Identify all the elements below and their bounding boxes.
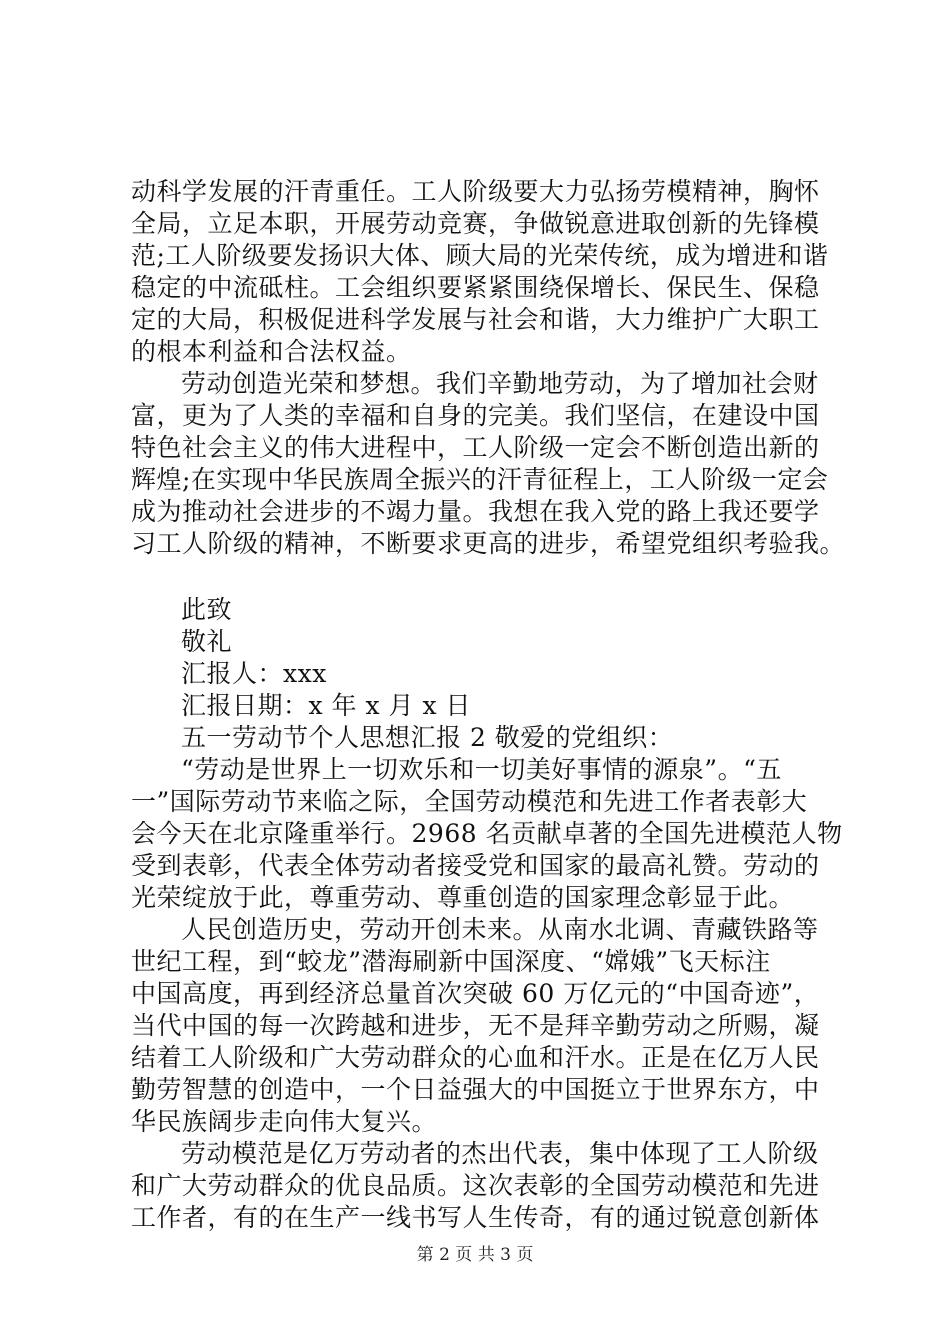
salutation-line: 敬礼 — [181, 627, 233, 656]
text-line: 习工人阶级的精神，不断要求更高的进步，希望党组织考验我。 — [131, 529, 846, 558]
text-line: 劳动创造光荣和梦想。我们辛勤地劳动，为了增加社会财 — [181, 369, 819, 398]
text-line: 世纪工程，到“蛟龙”潜海刷新中国深度、“嫦娥”飞天标注 — [131, 947, 771, 976]
text-line: “劳动是世界上一切欢乐和一切美好事情的源泉”。“五 — [181, 755, 782, 784]
page-footer: 第 2 页 共 3 页 — [416, 1245, 534, 1265]
text-line: 定的大局，积极促进科学发展与社会和谐，大力维护广大职工 — [131, 305, 820, 334]
document-page — [131, 176, 846, 1234]
next-report-title: 五一劳动节个人思想汇报 2 敬爱的党组织： — [181, 723, 674, 752]
closing-block — [131, 594, 831, 754]
date-line: 汇报日期：x 年 x 月 x 日 — [181, 691, 472, 720]
text-line: 会今天在北京隆重举行。2968 名贡献卓著的全国先进模范人物 — [131, 819, 843, 848]
text-line: 动科学发展的汗青重任。工人阶级要大力弘扬劳模精神，胸怀 — [131, 177, 820, 206]
salutation-line: 此致 — [181, 595, 233, 624]
text-line: 一”国际劳动节来临之际，全国劳动模范和先进工作者表彰大 — [131, 787, 808, 816]
text-line: 光荣绽放于此，尊重劳动、尊重创造的国家理念彰显于此。 — [131, 883, 795, 912]
paragraph-4 — [131, 914, 831, 1138]
text-line: 范;工人阶级要发扬识大体、顾大局的光荣传统，成为增进和谐 — [131, 241, 829, 270]
paragraph-1 — [131, 176, 831, 368]
text-line: 富，更为了人类的幸福和自身的完美。我们坚信，在建设中国 — [131, 401, 820, 430]
text-line: 全局，立足本职，开展劳动竞赛，争做锐意进取创新的先锋模 — [131, 209, 820, 238]
text-line: 辉煌;在实现中华民族周全振兴的汗青征程上，工人阶级一定会 — [131, 465, 829, 494]
reporter-line: 汇报人：xxx — [181, 659, 327, 688]
text-line: 的根本利益和合法权益。 — [131, 337, 412, 366]
spacer — [131, 560, 831, 594]
text-line: 华民族阔步走向伟大复兴。 — [131, 1107, 438, 1136]
text-line: 特色社会主义的伟大进程中，工人阶级一定会不断创造出新的 — [131, 433, 820, 462]
text-line: 中国高度，再到经济总量首次突破 60 万亿元的“中国奇迹”， — [131, 979, 820, 1008]
text-line: 劳动模范是亿万劳动者的杰出代表，集中体现了工人阶级 — [181, 1139, 819, 1168]
text-line: 工作者，有的在生产一线书写人生传奇，有的通过锐意创新体 — [131, 1203, 820, 1232]
text-line: 人民创造历史，劳动开创未来。从南水北调、青藏铁路等 — [181, 915, 819, 944]
text-line: 结着工人阶级和广大劳动群众的心血和汗水。正是在亿万人民 — [131, 1043, 820, 1072]
paragraph-3 — [131, 754, 843, 914]
text-line: 当代中国的每一次跨越和进步，无不是拜辛勤劳动之所赐，凝 — [131, 1011, 820, 1040]
text-line: 成为推动社会进步的不竭力量。我想在我入党的路上我还要学 — [131, 497, 820, 526]
paragraph-5 — [131, 1138, 831, 1234]
paragraph-2 — [131, 368, 846, 560]
text-line: 受到表彰，代表全体劳动者接受党和国家的最高礼赞。劳动的 — [131, 851, 820, 880]
text-line: 和广大劳动群众的优良品质。这次表彰的全国劳动模范和先进 — [131, 1171, 820, 1200]
text-line: 稳定的中流砥柱。工会组织要紧紧围绕保增长、保民生、保稳 — [131, 273, 820, 302]
text-line: 勤劳智慧的创造中，一个日益强大的中国挺立于世界东方，中 — [131, 1075, 820, 1104]
